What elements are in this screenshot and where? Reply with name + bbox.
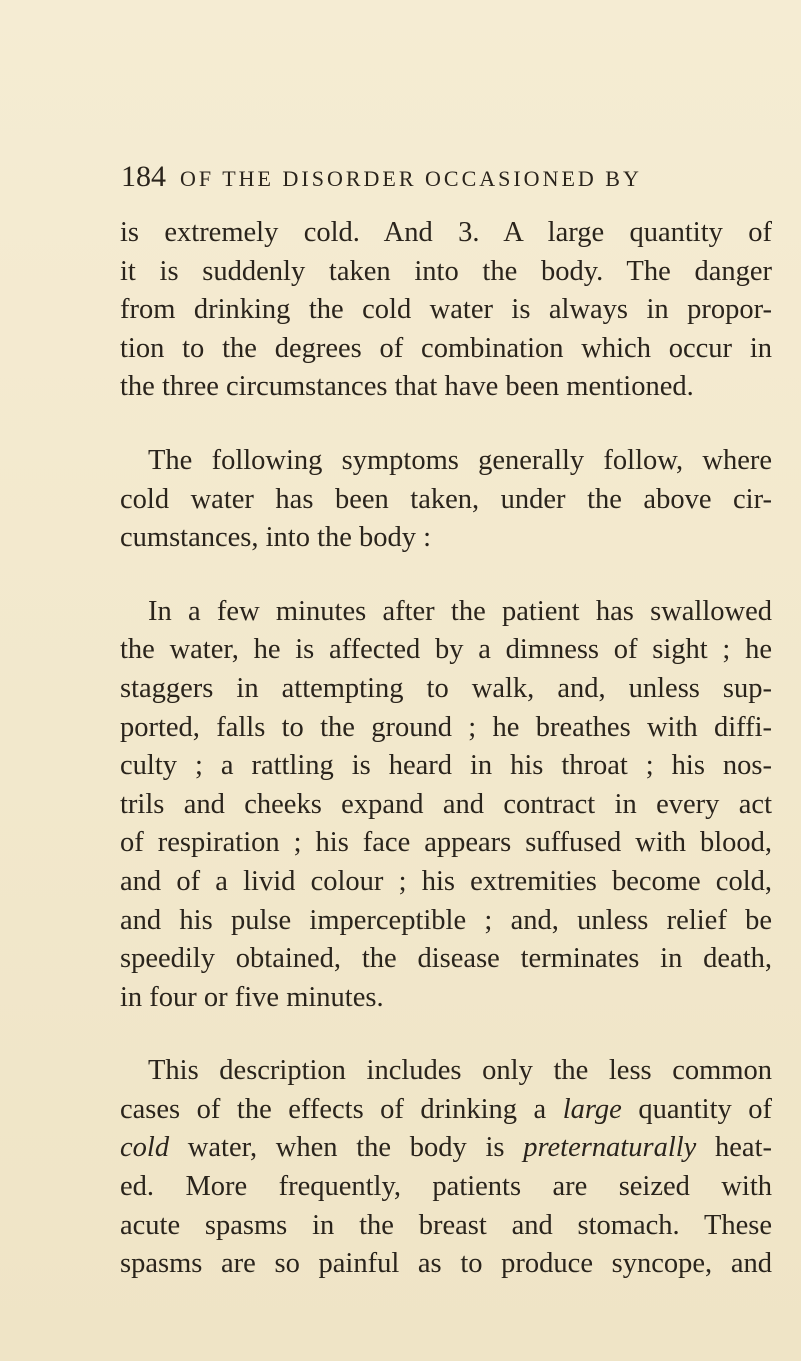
text-run: cases of the effects of drinking a [120,1093,563,1125]
text-line: is extremely cold. And 3. A large quantity of [120,217,772,248]
paragraph-4 [120,1052,772,1284]
text-line: tion to the degrees of combination which occur in [120,332,772,364]
text-line: culty ; a rattling is heard in his throat ; his nos- [120,750,772,782]
text-line: speedily obtained, the disease terminates in death, [120,943,772,975]
text-line: ed. More frequently, patients are seized with [120,1171,772,1203]
text-line: the three circumstances that have been mentioned. [120,371,694,403]
text-line [120,1129,772,1168]
text-line: trils and cheeks expand and contract in every act [120,788,772,820]
text-line: and his pulse imperceptible ; and, unless relief be [120,904,772,936]
paragraph-gap [120,407,772,442]
text-line: cumstances, into the body : [120,522,432,554]
italic-emphasis: large [562,1093,622,1125]
text-line: staggers in attempting to walk, and, unless sup- [120,672,772,704]
text-line [120,1091,772,1130]
paragraph-gap [120,1017,772,1052]
text-line: The following symptoms generally follow, where [148,444,772,476]
text-line: cold water has been taken, under the above cir- [120,483,772,515]
text-run: water, when the body is [169,1132,524,1164]
italic-emphasis: cold [120,1132,170,1164]
text-line: acute spasms in the breast and stomach. These [120,1209,772,1241]
page-header [121,160,761,200]
text-line: and of a livid colour ; his extremities become cold, [120,865,772,897]
paragraph-3 [120,593,772,1018]
italic-emphasis: preternaturally [523,1132,697,1164]
body-text [120,214,772,1284]
text-line: the water, he is affected by a dimness of sight ; he [120,634,772,666]
text-run: heat- [696,1132,772,1164]
paragraph-gap [120,558,772,593]
text-line: in four or five minutes. [120,981,384,1013]
page-number: 184 [121,160,166,193]
text-line: This description includes only the less common [148,1055,772,1087]
text-line: it is suddenly taken into the body. The danger [120,255,772,287]
text-line: of respiration ; his face appears suffused with blood, [120,827,772,859]
text-line: spasms are so painful as to produce syncope, and [120,1248,772,1280]
text-line: ported, falls to the ground ; he breathes with diffi- [120,711,772,743]
text-line: In a few minutes after the patient has swallowed [148,595,772,627]
text-run: quantity of [621,1093,772,1125]
running-head: OF THE DISORDER OCCASIONED BY [180,166,642,191]
paragraph-1 [120,214,772,407]
text-line: from drinking the cold water is always in propor- [120,294,772,326]
paragraph-2 [120,442,772,558]
